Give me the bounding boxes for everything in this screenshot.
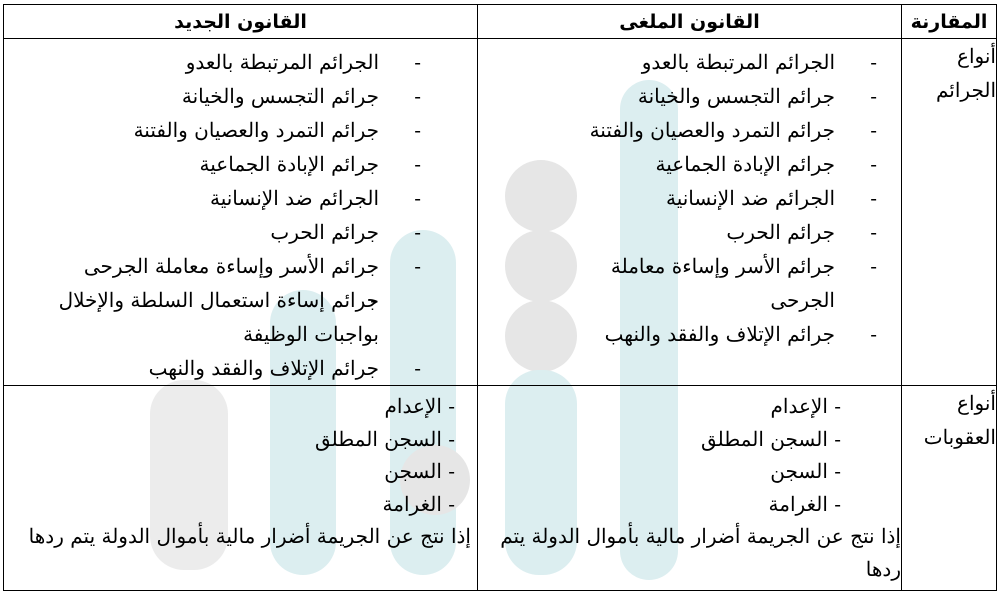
list-item: - جرائم الإبادة الجماعية (484, 147, 879, 181)
list-item: - الغرامة (382, 491, 455, 516)
row-label-penalty-types: أنواع العقوبات (902, 386, 997, 591)
table-row (4, 39, 997, 386)
list-item: - جرائم الإبادة الجماعية (10, 147, 423, 181)
list-item: - السجن (770, 459, 841, 483)
list-item: - جرائم الحرب (484, 215, 879, 249)
list-item: - جرائم الإتلاف والفقد والنهب (484, 317, 879, 351)
comparison-table (3, 4, 997, 591)
list-item: - الإعدام (770, 394, 841, 418)
list-item: - الجرائم ضد الإنسانية (10, 181, 423, 215)
list-item: - الإعدام (384, 394, 455, 418)
list-item: - جرائم الحرب (10, 215, 423, 249)
list-item: - جرائم التمرد والعصيان والفتنة (484, 113, 879, 147)
repealed-crimes-cell (478, 39, 902, 386)
list-item: إذا نتج عن الجريمة أضرار مالية بأموال الدولة يتم ردها (500, 524, 901, 581)
table-row (4, 386, 997, 591)
header-repealed-law: القانون الملغى (478, 5, 902, 39)
new-crimes-cell (4, 39, 478, 386)
new-penalties-cell (4, 386, 478, 591)
list-item: - السجن المطلق (700, 426, 841, 451)
repealed-crimes-list (478, 39, 901, 351)
list-item: - جرائم الأسر وإساءة معاملة الجرحى (10, 249, 423, 283)
list-item: - جرائم الأسر وإساءة معاملة الجرحى (484, 249, 879, 317)
repealed-penalties-list (478, 386, 901, 587)
list-item: - الجرائم المرتبطة بالعدو (484, 45, 879, 79)
row-label-crime-types: أنواع الجرائم (902, 39, 997, 386)
new-crimes-list (4, 39, 477, 385)
list-item: - السجن (384, 459, 455, 483)
list-item: - جرائم التجسس والخيانة (10, 79, 423, 113)
list-item: - الجرائم ضد الإنسانية (484, 181, 879, 215)
header-comparison: المقارنة (902, 5, 997, 39)
list-item: - الجرائم المرتبطة بالعدو (10, 45, 423, 79)
list-item: - جرائم التمرد والعصيان والفتنة (10, 113, 423, 147)
list-item: - جرائم إساءة استعمال السلطة والإخلال بواجبات الوظيفة (10, 283, 379, 351)
repealed-penalties-cell (478, 386, 902, 591)
list-item: إذا نتج عن الجريمة أضرار مالية بأموال الدولة يتم ردها (28, 524, 471, 548)
list-item: - جرائم التجسس والخيانة (484, 79, 879, 113)
header-row (4, 5, 997, 39)
new-penalties-list (4, 386, 477, 555)
list-item: - جرائم الإتلاف والفقد والنهب (10, 351, 423, 385)
header-new-law: القانون الجديد (4, 5, 478, 39)
list-item: - السجن المطلق (314, 426, 455, 451)
list-item: - الغرامة (768, 491, 841, 516)
